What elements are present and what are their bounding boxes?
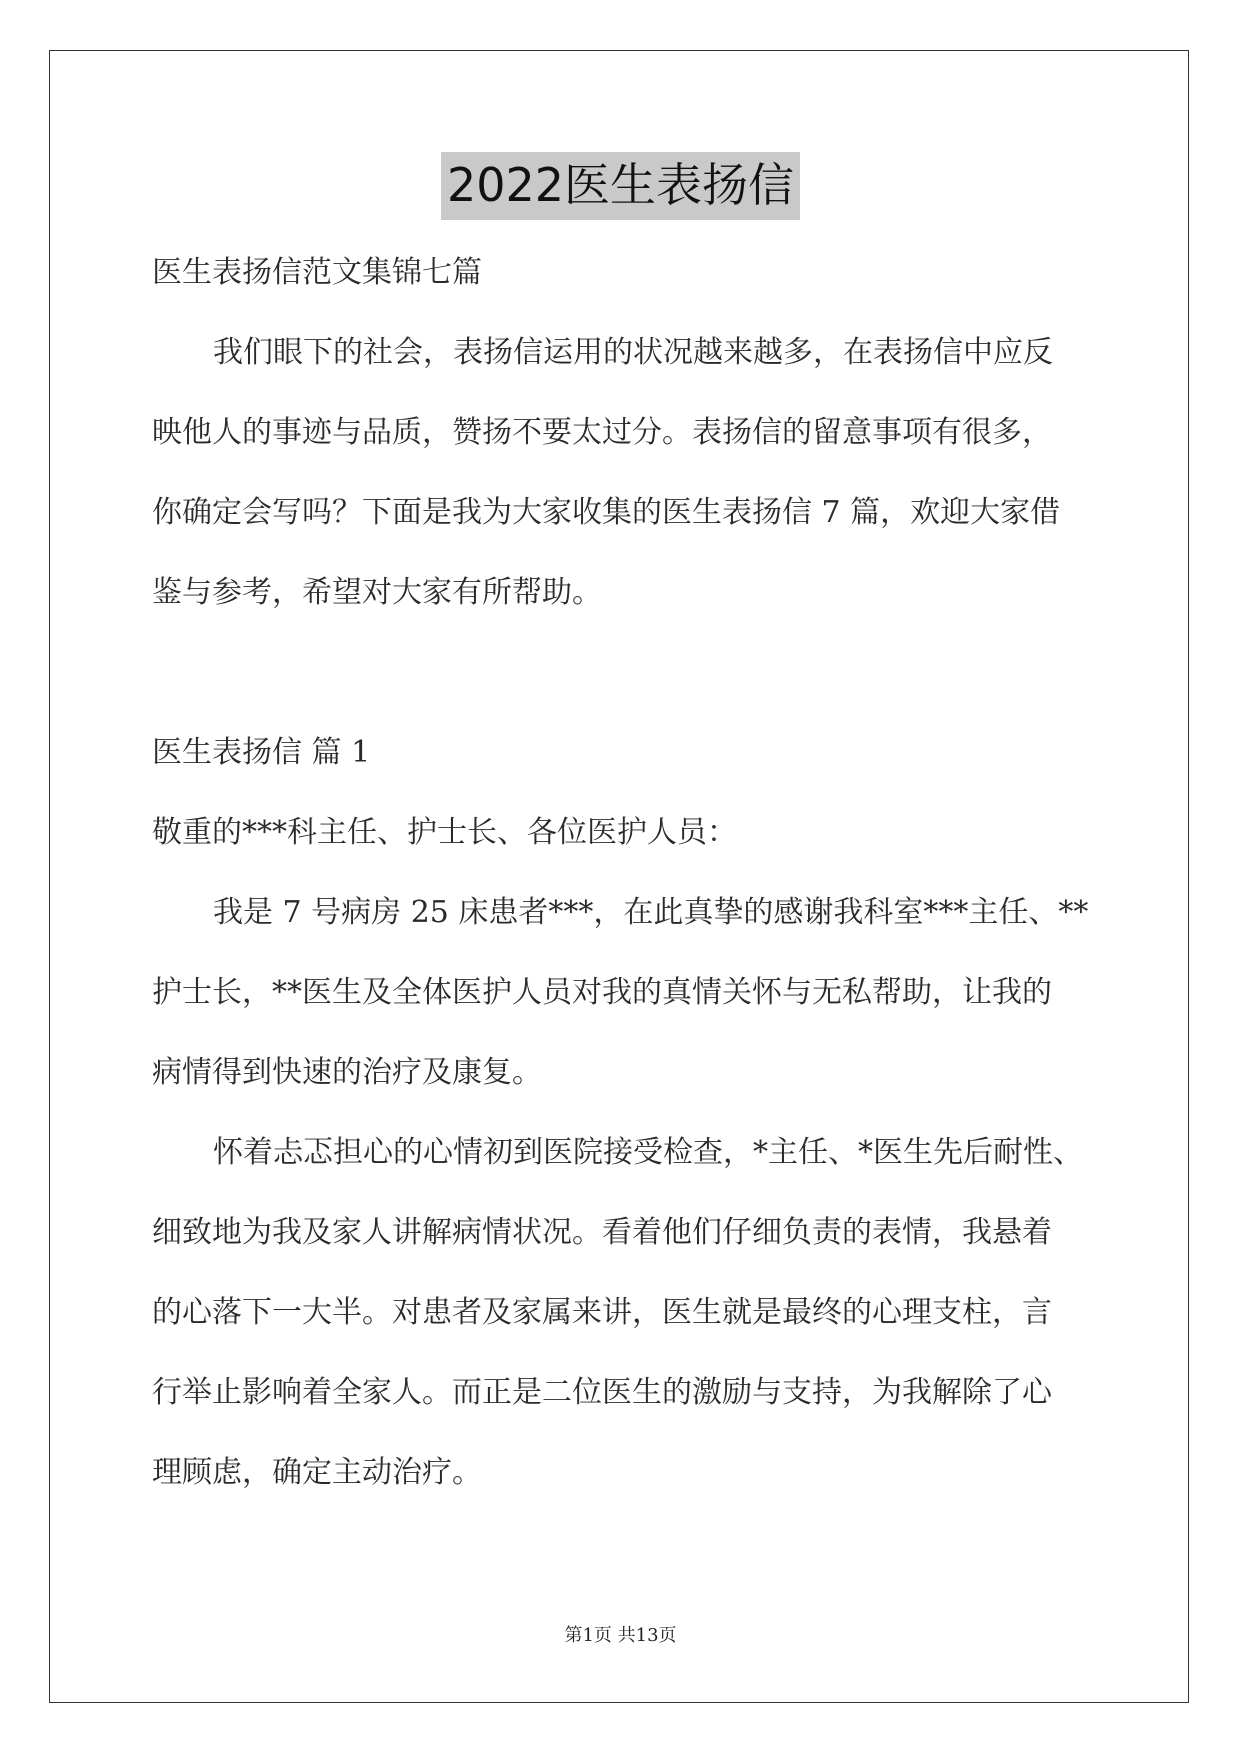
paragraph-2-line-4: 行举止影响着全家人。而正是二位医生的激励与支持，为我解除了心	[152, 1375, 1052, 1410]
title-container	[0, 152, 1241, 220]
paragraph-2-line-3: 的心落下一大半。对患者及家属来讲，医生就是最终的心理支柱，言	[152, 1295, 1052, 1330]
intro-line-3: 你确定会写吗？下面是我为大家收集的医生表扬信 7 篇，欢迎大家借	[152, 495, 1061, 530]
document-title: 2022医生表扬信	[441, 152, 800, 220]
paragraph-2-line-5: 理顾虑，确定主动治疗。	[152, 1455, 482, 1490]
page-footer: 第1页 共13页	[564, 1625, 677, 1646]
document-subtitle: 医生表扬信范文集锦七篇	[152, 255, 482, 290]
paragraph-1-line-2: 护士长，**医生及全体医护人员对我的真情关怀与无私帮助，让我的	[152, 975, 1052, 1010]
paragraph-1-line-1: 我是 7 号病房 25 床患者***，在此真挚的感谢我科室***主任、**	[213, 895, 1089, 930]
paragraph-1-line-3: 病情得到快速的治疗及康复。	[152, 1055, 542, 1090]
salutation: 敬重的***科主任、护士长、各位医护人员：	[152, 815, 737, 850]
intro-line-2: 映他人的事迹与品质，赞扬不要太过分。表扬信的留意事项有很多，	[152, 415, 1052, 450]
paragraph-2-line-2: 细致地为我及家人讲解病情状况。看着他们仔细负责的表情，我悬着	[152, 1215, 1052, 1250]
intro-line-1: 我们眼下的社会，表扬信运用的状况越来越多，在表扬信中应反	[213, 335, 1053, 370]
section-heading: 医生表扬信 篇 1	[152, 735, 371, 770]
paragraph-2-line-1: 怀着忐忑担心的心情初到医院接受检查，*主任、*医生先后耐性、	[213, 1135, 1083, 1170]
intro-line-4: 鉴与参考，希望对大家有所帮助。	[152, 575, 602, 610]
